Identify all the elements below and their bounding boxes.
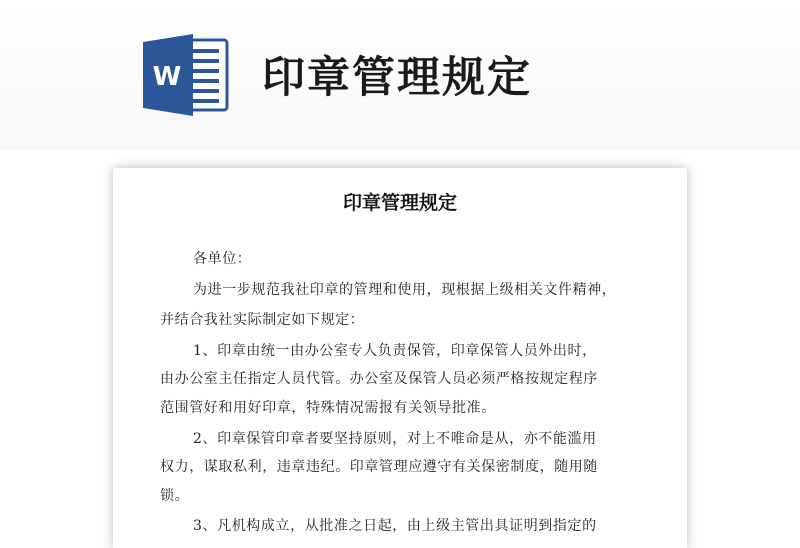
- word-icon-letter: W: [152, 62, 182, 92]
- paragraph-line: 由办公室主任指定人员代管。办公室及保管人员必须严格按规定程序: [160, 371, 598, 387]
- paragraph-line: 权力，谋取私利，违章违纪。印章管理应遵守有关保密制度，随用随: [160, 459, 598, 475]
- paragraph-line: 2、印章保管印章者要坚持原则，对上不唯命是从，亦不能滥用: [193, 431, 597, 447]
- paragraph-line: 并结合我社实际制定如下规定：: [160, 312, 365, 328]
- page-title: 印章管理规定: [342, 192, 457, 214]
- paragraph-line: 1、印章由统一由办公室专人负责保管，印章保管人员外出时，: [193, 343, 597, 359]
- paragraph-line: 锁。: [160, 488, 190, 504]
- banner-header: [0, 0, 800, 150]
- document-page: [113, 168, 687, 548]
- paragraph-line: 3、凡机构成立，从批准之日起，由上级主管出具证明到指定的: [193, 518, 597, 534]
- paragraph-line: 范围管好和用好印章，特殊情况需报有关领导批准。: [160, 400, 496, 416]
- word-document-icon: [143, 34, 229, 116]
- document-heading: 印章管理规定: [262, 53, 532, 103]
- salutation: 各单位：: [193, 251, 252, 267]
- paragraph-line: 为进一步规范我社印章的管理和使用，现根据上级相关文件精神，: [193, 282, 617, 298]
